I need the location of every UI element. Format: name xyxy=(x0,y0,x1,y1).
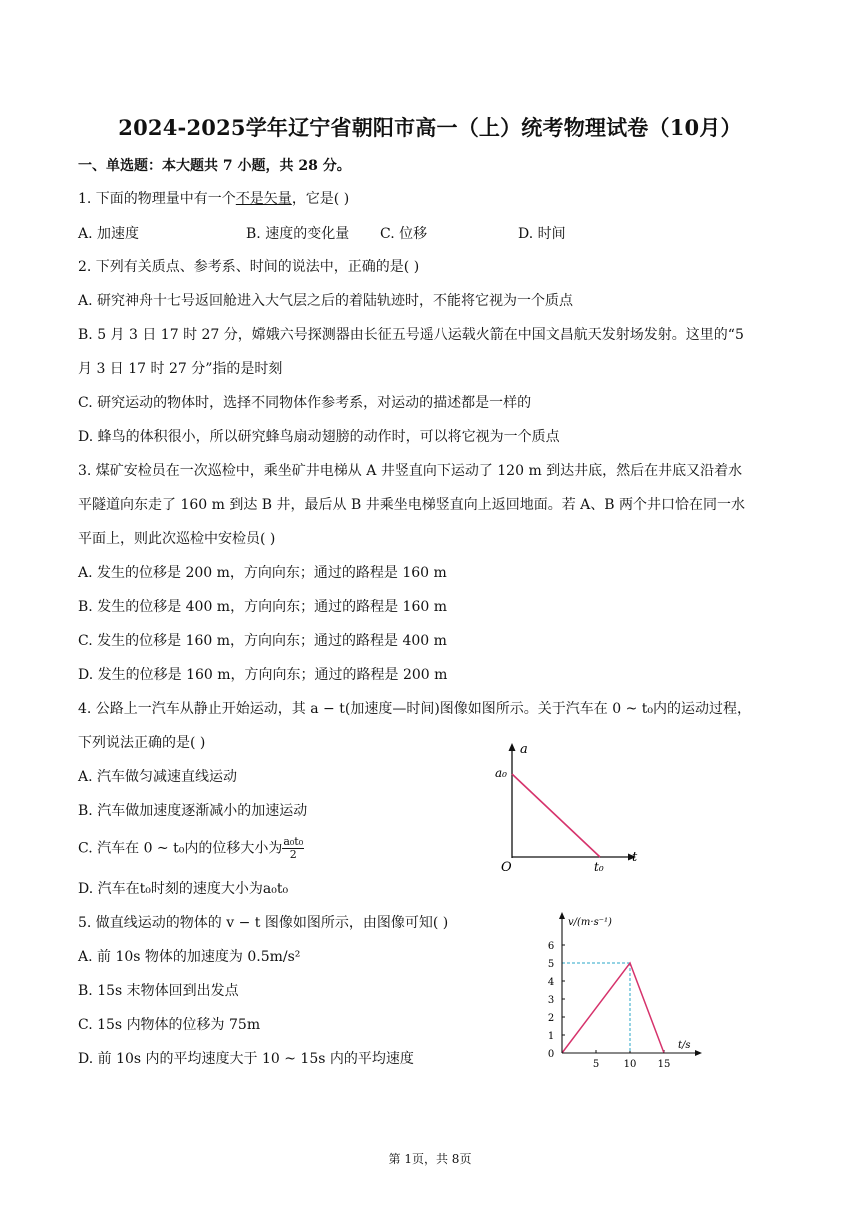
q3-stem-2: 平隧道向东走了 160 m 到达 B 井，最后从 B 井乘坐电梯竖直向上返回地面。若 A、B 两个井口恰在同一水 xyxy=(78,497,746,513)
q4-x-axis-label: t xyxy=(632,850,638,865)
q4-option-a[interactable]: A. 汽车做匀减速直线运动 xyxy=(78,769,238,785)
q3-option-d[interactable]: D. 发生的位移是 160 m，方向向东；通过的路程是 200 m xyxy=(78,667,448,683)
q1-option-c[interactable]: C. 位移 xyxy=(380,226,428,242)
q3-stem-1: 3. 煤矿安检员在一次巡检中，乘坐矿井电梯从 A 井竖直向下运动了 120 m 到达井底，然后在井底又沿着水 xyxy=(78,463,743,479)
q5-ytick-label: 6 xyxy=(547,941,555,952)
q5-ytick-label: 5 xyxy=(547,959,555,970)
q5-ytick-label: 0 xyxy=(547,1049,555,1060)
q5-y-axis-label: v/(m·s⁻¹) xyxy=(568,917,612,928)
q5-xtick-label: 15 xyxy=(657,1059,671,1070)
section-heading: 一、单选题：本大题共 7 小题，共 28 分。 xyxy=(78,158,351,174)
q1-option-d[interactable]: D. 时间 xyxy=(518,226,566,242)
q5-option-d[interactable]: D. 前 10s 内的平均速度大于 10 ~ 15s 内的平均速度 xyxy=(78,1051,414,1067)
q5-ytick-label: 1 xyxy=(547,1031,555,1042)
q5-option-b[interactable]: B. 15s 末物体回到出发点 xyxy=(78,983,239,999)
q4-y-arrow xyxy=(509,743,516,751)
page-title: 2024-2025学年辽宁省朝阳市高一（上）统考物理试卷（10月） xyxy=(118,115,742,140)
q4-at-graph xyxy=(490,740,650,875)
q4-a-line xyxy=(512,774,600,857)
q1-underlined: 不是矢量 xyxy=(235,191,292,207)
q5-y-arrow xyxy=(559,912,565,919)
q4-option-d[interactable]: D. 汽车在t₀时刻的速度大小为a₀t₀ xyxy=(78,881,289,897)
q4-a0-label: a₀ xyxy=(495,766,507,780)
q5-x-arrow xyxy=(695,1050,702,1056)
q4-option-c[interactable] xyxy=(78,836,304,861)
q2-option-a[interactable]: A. 研究神舟十七号返回舱进入大气层之后的着陆轨迹时，不能将它视为一个质点 xyxy=(78,293,574,309)
q3-option-a[interactable]: A. 发生的位移是 200 m，方向向东；通过的路程是 160 m xyxy=(78,565,447,581)
q1-stem-text: 1. 下面的物理量中有一个 xyxy=(78,191,236,207)
q4-fraction xyxy=(282,836,304,861)
q4-origin-label: O xyxy=(501,860,512,875)
q3-option-b[interactable]: B. 发生的位移是 400 m，方向向东；通过的路程是 160 m xyxy=(78,599,447,615)
q4-option-c-text: C. 汽车在 0 ~ t₀内的位移大小为 xyxy=(78,840,283,857)
q5-option-c[interactable]: C. 15s 内物体的位移为 75m xyxy=(78,1017,261,1033)
q2-option-d[interactable]: D. 蜂鸟的体积很小，所以研究蜂鸟扇动翅膀的动作时，可以将它视为一个质点 xyxy=(78,429,560,445)
q4-t0-label: t₀ xyxy=(594,860,604,874)
q5-x-axis-label: t/s xyxy=(678,1040,691,1051)
q4-stem-1: 4. 公路上一汽车从静止开始运动，其 a − t(加速度—时间)图像如图所示。关于汽车在 0 ~ t₀内的运动过程， xyxy=(78,701,752,717)
q3-option-c[interactable]: C. 发生的位移是 160 m，方向向东；通过的路程是 400 m xyxy=(78,633,447,649)
q5-vt-chart xyxy=(538,908,708,1073)
q1-stem-end: ，它是( ) xyxy=(291,191,350,207)
q5-ytick-label: 2 xyxy=(547,1013,555,1024)
q3-stem-3: 平面上，则此次巡检中安检员( ) xyxy=(78,531,276,547)
q2-stem: 2. 下列有关质点、参考系、时间的说法中，正确的是( ) xyxy=(78,259,420,275)
q4-stem-2: 下列说法正确的是( ) xyxy=(78,735,206,751)
q4-y-axis-label: a xyxy=(520,742,528,757)
q5-xtick-label: 5 xyxy=(592,1059,600,1070)
q2-option-b-cont: 月 3 日 17 时 27 分”指的是时刻 xyxy=(78,361,283,377)
fraction-denominator: 2 xyxy=(289,848,297,861)
q5-velocity-line xyxy=(562,963,664,1053)
q1-option-a[interactable]: A. 加速度 xyxy=(78,226,140,242)
page-footer: 第 1页，共 8页 xyxy=(388,1152,472,1166)
q5-xtick-label: 10 xyxy=(623,1059,637,1070)
q4-option-b[interactable]: B. 汽车做加速度逐渐减小的加速运动 xyxy=(78,803,308,819)
q2-option-b[interactable]: B. 5 月 3 日 17 时 27 分，嫦娥六号探测器由长征五号遥八运载火箭在中国文昌航天发射场发射。这里的“5 xyxy=(78,327,744,343)
q5-ytick-label: 3 xyxy=(547,995,555,1006)
q1-option-b[interactable]: B. 速度的变化量 xyxy=(246,226,350,242)
fraction-numerator: a₀t₀ xyxy=(283,835,304,848)
q5-ytick-label: 4 xyxy=(547,977,555,988)
q2-option-c[interactable]: C. 研究运动的物体时，选择不同物体作参考系，对运动的描述都是一样的 xyxy=(78,395,532,411)
q5-option-a[interactable]: A. 前 10s 物体的加速度为 0.5m/s² xyxy=(78,949,301,965)
q5-stem: 5. 做直线运动的物体的 v − t 图像如图所示，由图像可知( ) xyxy=(78,915,449,931)
q1-stem xyxy=(78,189,349,209)
